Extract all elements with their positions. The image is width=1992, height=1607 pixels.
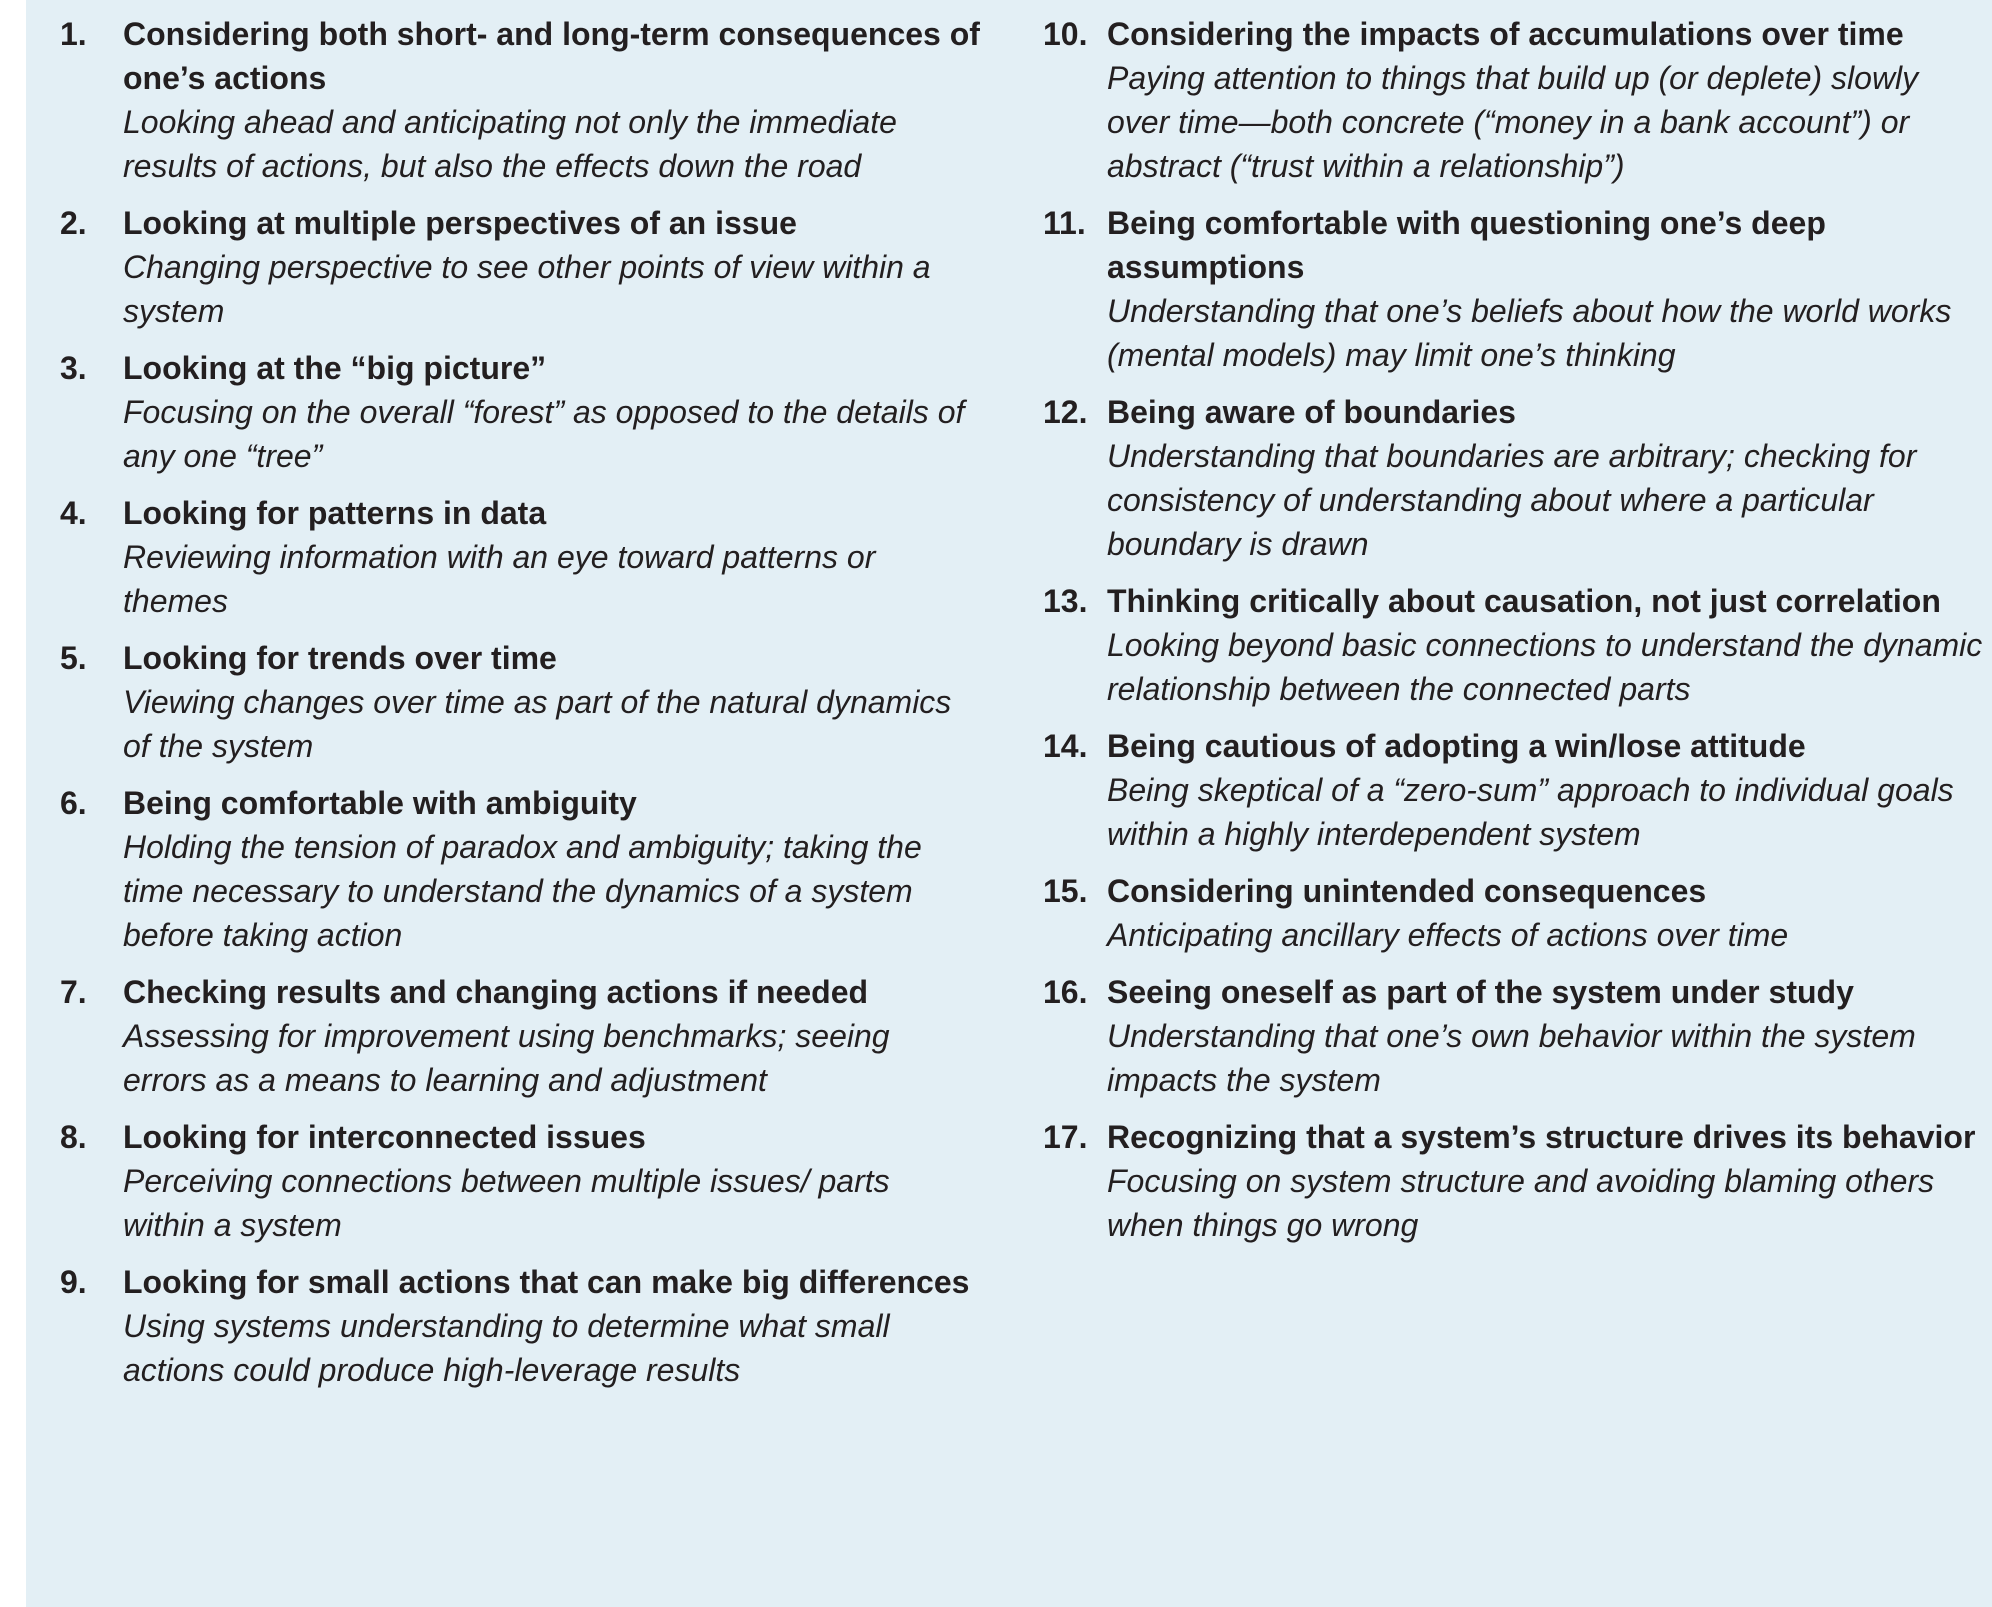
- item-number: 3.: [60, 350, 87, 386]
- list-item: [1043, 970, 1983, 1102]
- item-number: 4.: [60, 495, 87, 531]
- item-title: Looking for interconnected issues: [123, 1119, 646, 1155]
- item-number: 7.: [60, 974, 87, 1010]
- list-item: [60, 201, 980, 333]
- item-number: 5.: [60, 640, 87, 676]
- item-description: Reviewing information with an eye toward patterns or themes: [123, 539, 876, 619]
- list-item: [60, 491, 980, 623]
- item-description: Changing perspective to see other points of view within a system: [123, 249, 931, 329]
- item-description: Understanding that boundaries are arbitrary; checking for consistency of understanding about where a particular boundary is drawn: [1107, 438, 1917, 562]
- item-title: Thinking critically about causation, not just correlation: [1107, 583, 1941, 619]
- item-title: Looking at multiple perspectives of an issue: [123, 205, 797, 241]
- list-item: [60, 12, 980, 188]
- item-description: Understanding that one’s beliefs about how the world works (mental models) may limit one’s thinking: [1107, 293, 1952, 373]
- item-number: 2.: [60, 205, 87, 241]
- list-item: [60, 346, 980, 478]
- item-number: 6.: [60, 785, 87, 821]
- list-item: [60, 970, 980, 1102]
- item-title: Considering the impacts of accumulations over time: [1107, 16, 1904, 52]
- item-title: Looking for trends over time: [123, 640, 557, 676]
- right-column: [1043, 12, 1983, 1260]
- item-title: Considering both short- and long-term consequences of one’s actions: [123, 16, 980, 96]
- item-number: 15.: [1043, 873, 1088, 909]
- item-title: Being cautious of adopting a win/lose attitude: [1107, 728, 1806, 764]
- item-number: 16.: [1043, 974, 1088, 1010]
- item-number: 13.: [1043, 583, 1088, 619]
- item-description: Understanding that one’s own behavior within the system impacts the system: [1107, 1018, 1916, 1098]
- item-description: Being skeptical of a “zero-sum” approach to individual goals within a highly interdependent system: [1107, 772, 1954, 852]
- item-description: Anticipating ancillary effects of actions over time: [1107, 917, 1789, 953]
- list-item: [1043, 724, 1983, 856]
- left-column: [60, 12, 980, 1405]
- item-title: Being comfortable with questioning one’s deep assumptions: [1107, 205, 1826, 285]
- item-description: Paying attention to things that build up (or deplete) slowly over time—both concrete (“money in a bank account”) or abstract (“trust within a relationship”): [1107, 60, 1919, 184]
- item-title: Considering unintended consequences: [1107, 873, 1707, 909]
- item-title: Being comfortable with ambiguity: [123, 785, 637, 821]
- item-description: Perceiving connections between multiple issues/ parts within a system: [123, 1163, 890, 1243]
- item-title: Checking results and changing actions if needed: [123, 974, 869, 1010]
- item-description: Holding the tension of paradox and ambiguity; taking the time necessary to understand the dynamics of a system before taking action: [123, 829, 922, 953]
- item-number: 12.: [1043, 394, 1088, 430]
- item-number: 17.: [1043, 1119, 1088, 1155]
- item-description: Looking beyond basic connections to understand the dynamic relationship between the connected parts: [1107, 627, 1983, 707]
- item-number: 10.: [1043, 16, 1088, 52]
- item-number: 1.: [60, 16, 87, 52]
- list-item: [1043, 869, 1983, 957]
- list-item: [1043, 12, 1983, 188]
- list-item: [1043, 1115, 1983, 1247]
- item-number: 9.: [60, 1264, 87, 1300]
- list-item: [60, 1115, 980, 1247]
- item-title: Looking for small actions that can make big differences: [123, 1264, 970, 1300]
- item-title: Looking at the “big picture”: [123, 350, 547, 386]
- item-description: Assessing for improvement using benchmarks; seeing errors as a means to learning and adjustment: [123, 1018, 890, 1098]
- item-description: Focusing on the overall “forest” as opposed to the details of any one “tree”: [123, 394, 965, 474]
- list-item: [1043, 201, 1983, 377]
- item-description: Viewing changes over time as part of the natural dynamics of the system: [123, 684, 952, 764]
- item-number: 14.: [1043, 728, 1088, 764]
- item-title: Looking for patterns in data: [123, 495, 547, 531]
- list-item: [60, 636, 980, 768]
- item-title: Recognizing that a system’s structure drives its behavior: [1107, 1119, 1976, 1155]
- item-number: 11.: [1043, 205, 1086, 241]
- list-item: [60, 1260, 980, 1392]
- item-number: 8.: [60, 1119, 87, 1155]
- item-description: Looking ahead and anticipating not only the immediate results of actions, but also the effects down the road: [123, 104, 897, 184]
- list-item: [1043, 579, 1983, 711]
- item-title: Seeing oneself as part of the system under study: [1107, 974, 1854, 1010]
- list-item: [1043, 390, 1983, 566]
- list-item: [60, 781, 980, 957]
- item-title: Being aware of boundaries: [1107, 394, 1516, 430]
- item-description: Using systems understanding to determine what small actions could produce high-leverage results: [123, 1308, 890, 1388]
- item-description: Focusing on system structure and avoiding blaming others when things go wrong: [1107, 1163, 1935, 1243]
